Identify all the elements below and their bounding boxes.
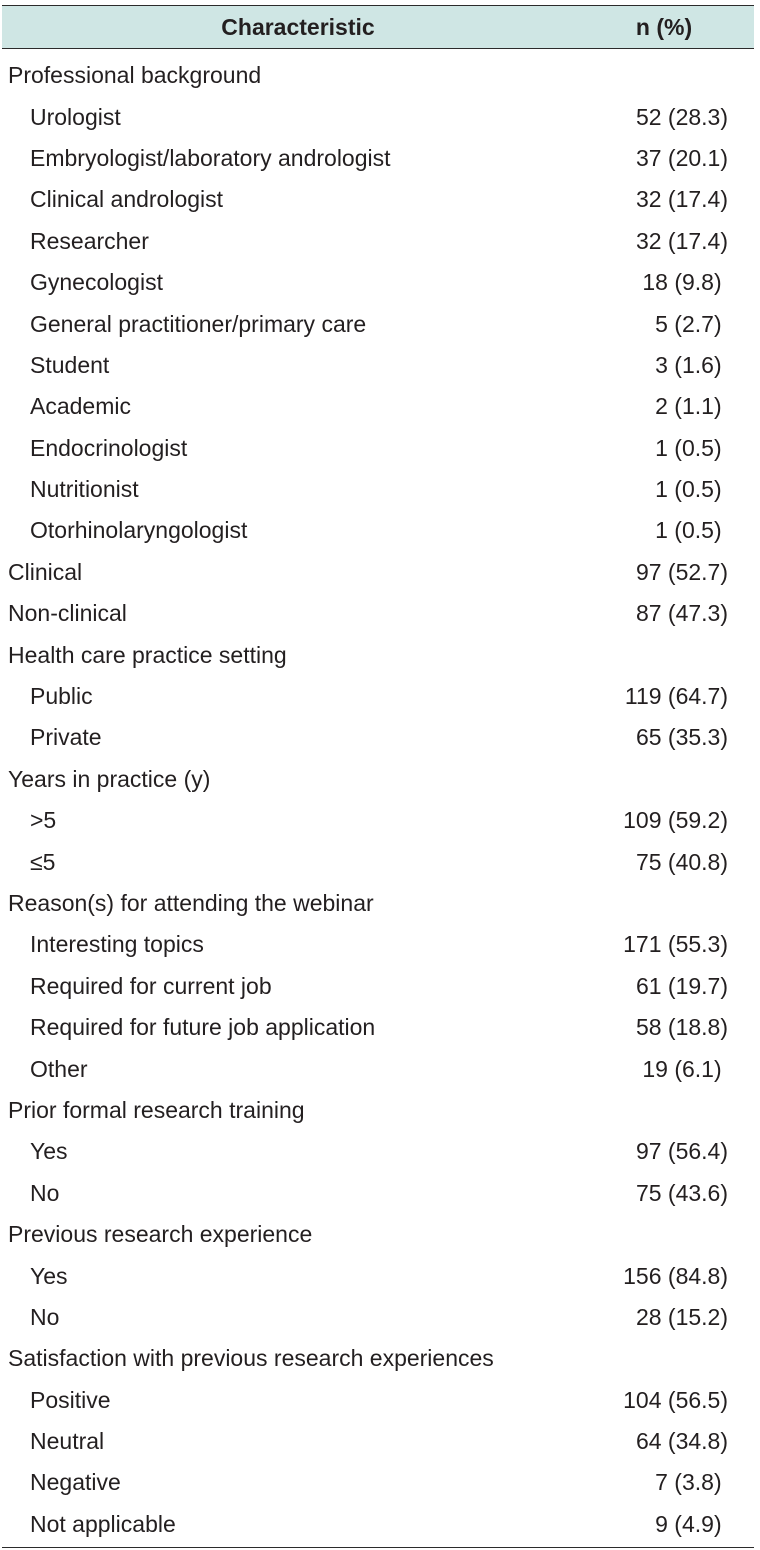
table-row — [2, 96, 754, 137]
row-label: >5 — [30, 807, 57, 834]
row-value: 58 (18.8) — [635, 1014, 728, 1041]
row-label: Neutral — [30, 1428, 105, 1455]
table-row — [2, 345, 754, 386]
row-value: 19 (6.1) — [642, 1055, 728, 1082]
row-value: 87 (47.3) — [635, 600, 728, 627]
row-label: Health care practice setting — [8, 641, 287, 668]
row-value: 2 (1.1) — [655, 393, 728, 420]
row-label: Other — [30, 1055, 88, 1082]
header-characteristic: Characteristic — [221, 13, 375, 40]
table-header — [2, 5, 754, 49]
row-label: Otorhinolaryngologist — [30, 517, 248, 544]
row-value: 61 (19.7) — [635, 972, 728, 999]
row-value: 171 (55.3) — [623, 931, 728, 958]
table-row — [2, 676, 754, 717]
row-label: Not applicable — [30, 1510, 176, 1537]
row-value: 28 (15.2) — [635, 1303, 728, 1330]
row-label: Negative — [30, 1469, 121, 1496]
table-row — [2, 179, 754, 220]
table-row — [2, 1255, 754, 1296]
table-row — [2, 262, 754, 303]
table-row — [2, 924, 754, 965]
row-label: Professional background — [8, 62, 262, 89]
table-row-category — [2, 552, 754, 593]
table-row-category — [2, 759, 754, 800]
table-row — [2, 221, 754, 262]
row-label: Academic — [30, 393, 131, 420]
row-label: Positive — [30, 1386, 111, 1413]
table-row — [2, 1173, 754, 1214]
row-label: Required for future job application — [30, 1014, 376, 1041]
row-value: 5 (2.7) — [655, 310, 728, 337]
row-value: 1 (0.5) — [655, 476, 728, 503]
row-label: Years in practice (y) — [8, 765, 211, 792]
characteristics-table — [2, 5, 754, 1548]
row-label: Satisfaction with previous research experiences — [8, 1345, 494, 1372]
table-row — [2, 1462, 754, 1503]
table-row — [2, 1048, 754, 1089]
row-value: 1 (0.5) — [655, 434, 728, 461]
row-label: Endocrinologist — [30, 434, 188, 461]
row-value: 65 (35.3) — [635, 724, 728, 751]
row-label: Clinical andrologist — [30, 186, 224, 213]
table-row — [2, 717, 754, 758]
table-row-category — [2, 634, 754, 675]
table-row-category — [2, 883, 754, 924]
table-row — [2, 138, 754, 179]
row-value: 52 (28.3) — [635, 103, 728, 130]
row-label: Public — [30, 683, 93, 710]
row-label: No — [30, 1303, 60, 1330]
row-label: General practitioner/primary care — [30, 310, 367, 337]
table-row-category — [2, 1214, 754, 1255]
row-value: 3 (1.6) — [655, 351, 728, 378]
row-value: 75 (40.8) — [635, 848, 728, 875]
row-value: 32 (17.4) — [635, 227, 728, 254]
row-value: 75 (43.6) — [635, 1179, 728, 1206]
row-label: Yes — [30, 1262, 68, 1289]
row-value: 7 (3.8) — [655, 1469, 728, 1496]
row-value: 156 (84.8) — [623, 1262, 728, 1289]
table-row — [2, 841, 754, 882]
table-row — [2, 1380, 754, 1421]
table-row — [2, 469, 754, 510]
table-row-category — [2, 593, 754, 634]
row-value: 18 (9.8) — [642, 269, 728, 296]
row-value: 109 (59.2) — [623, 807, 728, 834]
table-row — [2, 966, 754, 1007]
table-row — [2, 510, 754, 551]
row-label: Embryologist/laboratory andrologist — [30, 144, 391, 171]
table-row — [2, 386, 754, 427]
table-body — [2, 49, 754, 1548]
row-label: Clinical — [8, 558, 83, 585]
row-value: 1 (0.5) — [655, 517, 728, 544]
table-row-category — [2, 55, 754, 96]
table-row — [2, 303, 754, 344]
table-row — [2, 800, 754, 841]
row-label: ≤5 — [30, 848, 56, 875]
row-label: Yes — [30, 1138, 68, 1165]
row-label: Gynecologist — [30, 269, 163, 296]
row-value: 104 (56.5) — [623, 1386, 728, 1413]
row-label: Student — [30, 351, 110, 378]
row-label: Interesting topics — [30, 931, 204, 958]
row-value: 97 (56.4) — [635, 1138, 728, 1165]
row-label: Prior formal research training — [8, 1096, 305, 1123]
row-label: Reason(s) for attending the webinar — [8, 890, 374, 916]
row-value: 119 (64.7) — [624, 683, 728, 710]
header-n-percent: n (%) — [635, 13, 693, 40]
table-row — [2, 1007, 754, 1048]
row-label: No — [30, 1179, 60, 1206]
table-row — [2, 1421, 754, 1462]
row-value: 97 (52.7) — [635, 558, 728, 585]
table-row-category — [2, 1338, 754, 1379]
table-row — [2, 1504, 754, 1545]
row-label: Urologist — [30, 103, 121, 130]
table-row-category — [2, 1090, 754, 1131]
row-value: 32 (17.4) — [635, 186, 728, 213]
row-label: Non-clinical — [8, 600, 127, 627]
row-value: 9 (4.9) — [655, 1510, 728, 1537]
row-label: Nutritionist — [30, 476, 139, 503]
row-label: Researcher — [30, 227, 149, 254]
row-value: 64 (34.8) — [635, 1428, 728, 1455]
row-value: 37 (20.1) — [635, 144, 728, 171]
row-label: Private — [30, 724, 102, 751]
table-row — [2, 428, 754, 469]
row-label: Required for current job — [30, 972, 272, 999]
table-row — [2, 1297, 754, 1338]
row-label: Previous research experience — [8, 1221, 313, 1248]
table-row — [2, 1131, 754, 1172]
